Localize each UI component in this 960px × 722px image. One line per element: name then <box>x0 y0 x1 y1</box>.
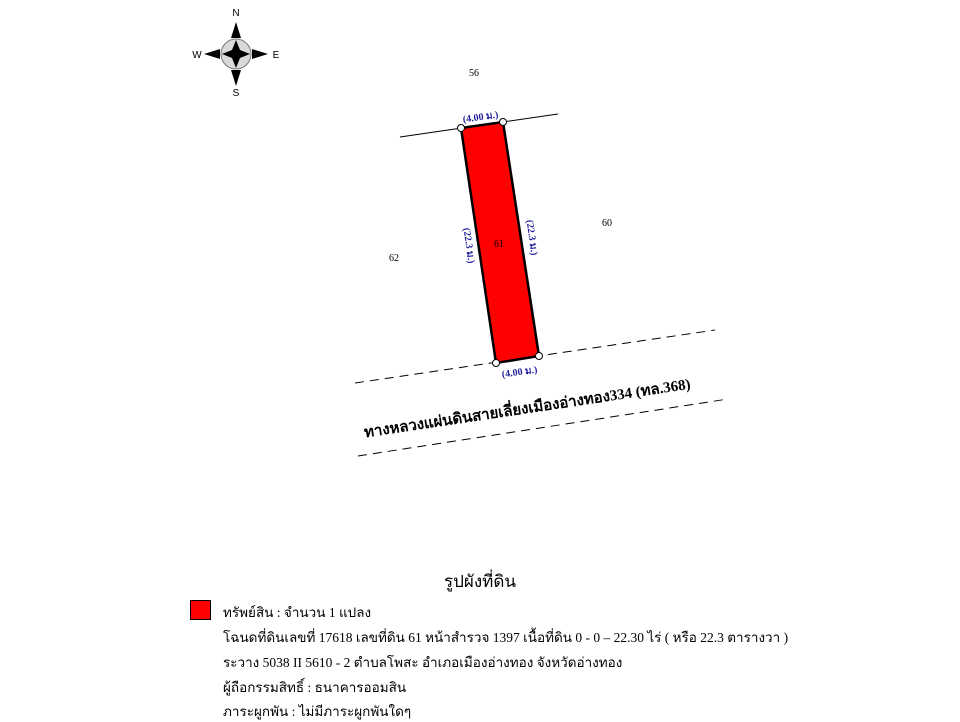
parcel-corner <box>536 353 543 360</box>
legend-owner-line: ผู้ถือกรรมสิทธิ์ : ธนาคารออมสิน <box>223 680 407 695</box>
legend-swatch <box>190 600 211 620</box>
dimension-bottom: (4.00 ม.) <box>501 364 539 381</box>
compass-rose <box>192 8 279 99</box>
dimension-left: (22.3 ม.) <box>460 227 477 265</box>
neighbor-label-west: 62 <box>389 253 399 264</box>
parcel-corner <box>458 125 465 132</box>
legend-deed-line: โฉนดที่ดินเลขที่ 17618 เลขที่ดิน 61 หน้าสำรวจ 1397 เนื้อที่ดิน 0 - 0 – 22.30 ไร่ ( หรือ 22.3 ตารางวา ) <box>223 630 789 645</box>
parcel-corner <box>493 360 500 367</box>
compass-east-label: E <box>272 50 280 61</box>
road-label: ทางหลวงแผ่นดินสายเลี่ยงเมืองอ่างทอง334 (ทล.368) <box>363 376 692 442</box>
compass-south-label: S <box>232 88 240 99</box>
parcel-corner <box>500 119 507 126</box>
neighbor-label-east: 60 <box>602 218 612 229</box>
legend-asset-line: ทรัพย์สิน : จำนวน 1 แปลง <box>223 605 372 620</box>
caption-title: รูปผังที่ดิน <box>443 572 517 591</box>
dimension-top: (4.00 ม.) <box>462 109 500 126</box>
dimension-right: (22.3 ม.) <box>523 219 540 257</box>
compass-north-label: N <box>232 8 240 19</box>
compass-west-label: W <box>192 50 202 61</box>
legend-encumbrance-line: ภาระผูกพัน : ไม่มีภาระผูกพันใดๆ <box>223 704 412 719</box>
neighbor-label-north: 56 <box>469 68 479 79</box>
legend-location-line: ระวาง 5038 II 5610 - 2 ตำบลโพสะ อำเภอเมืองอ่างทอง จังหวัดอ่างทอง <box>223 655 623 670</box>
parcel-label: 61 <box>494 239 504 250</box>
